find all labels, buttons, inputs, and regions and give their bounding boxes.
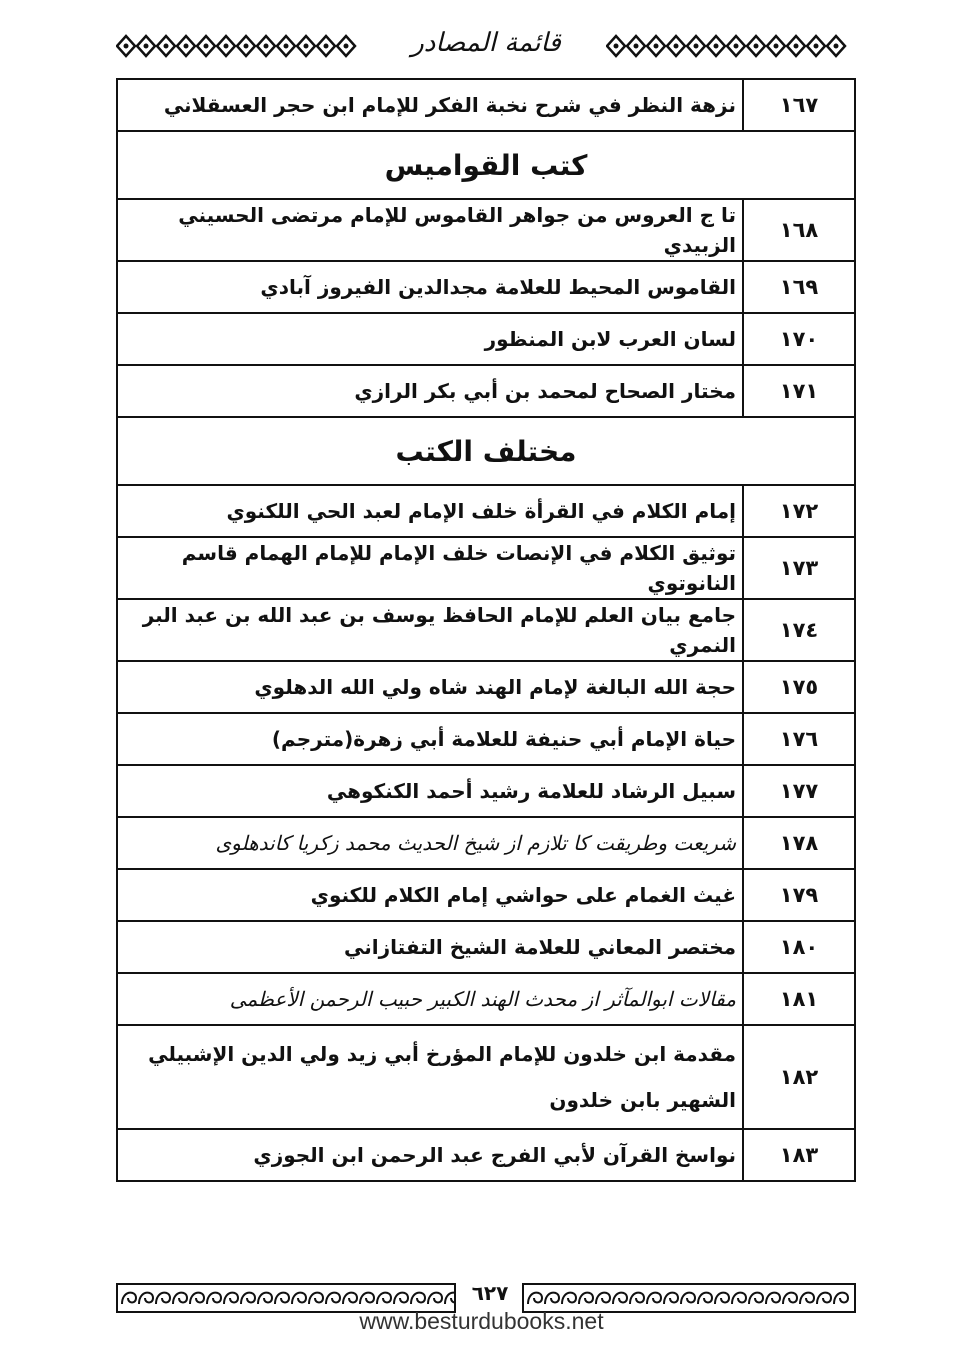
table-row — [117, 199, 855, 261]
entry-number: ١٧٦ — [743, 713, 855, 765]
entry-title: نواسخ القرآن لأبي الفرج عبد الرحمن ابن الجوزي — [117, 1129, 743, 1181]
entry-title: سبيل الرشاد للعلامة رشيد أحمد الكنكوهي — [117, 765, 743, 817]
table-row — [117, 599, 855, 661]
entry-title: مختار الصحاح لمحمد بن أبي بكر الرازي — [117, 365, 743, 417]
entry-number: ١٧٥ — [743, 661, 855, 713]
references-table — [116, 78, 856, 1182]
entry-number: ١٧٨ — [743, 817, 855, 869]
entry-title: إمام الكلام في القرأة خلف الإمام لعبد الحي اللكنوي — [117, 485, 743, 537]
page-footer — [116, 1283, 856, 1311]
table-row — [117, 1025, 855, 1129]
table-row — [117, 1129, 855, 1181]
website-link[interactable]: www.besturdubooks.net — [359, 1308, 604, 1334]
table-row — [117, 365, 855, 417]
entry-title: مختصر المعاني للعلامة الشيخ التفتازاني — [117, 921, 743, 973]
table-row — [117, 313, 855, 365]
entry-number: ١٦٧ — [743, 79, 855, 131]
entry-number: ١٧٩ — [743, 869, 855, 921]
page-title: قائمة المصادر — [411, 28, 561, 58]
entry-title: حجة الله البالغة لإمام الهند شاه ولي الله الدهلوي — [117, 661, 743, 713]
page-header — [116, 26, 856, 66]
ornament-border-left — [116, 32, 366, 60]
ornament-border-right — [606, 32, 856, 60]
table-row — [117, 261, 855, 313]
entry-number: ١٨١ — [743, 973, 855, 1025]
table-row — [117, 765, 855, 817]
section-heading-row — [117, 131, 855, 199]
entry-title: مقالات ابوالمآثر از محدث الهند الکبیر حبیب الرحمن الأعظمی — [117, 973, 743, 1025]
entry-number: ١٨٢ — [743, 1025, 855, 1129]
table-row — [117, 817, 855, 869]
table-row — [117, 661, 855, 713]
section-heading-row — [117, 417, 855, 485]
table-row — [117, 537, 855, 599]
entry-title: تا ج العروس من جواهر القاموس للإمام مرتضى الحسيني الزبيدي — [117, 199, 743, 261]
entry-title: حياة الإمام أبي حنيفة للعلامة أبي زهرة(مترجم) — [117, 713, 743, 765]
entry-number: ١٧١ — [743, 365, 855, 417]
entry-title: جامع بيان العلم للإمام الحافظ يوسف بن عبد الله بن عبد البر النمري — [117, 599, 743, 661]
entry-number: ١٦٨ — [743, 199, 855, 261]
entry-title: شریعت وطریقت کا تلازم از شیخ الحدیث محمد زکریا کاندھلوی — [117, 817, 743, 869]
table-row — [117, 713, 855, 765]
table-row — [117, 485, 855, 537]
table-row — [117, 973, 855, 1025]
entry-title: توثيق الكلام في الإنصات خلف الإمام للإمام الهمام قاسم النانوتوي — [117, 537, 743, 599]
table-row — [117, 921, 855, 973]
entry-number: ١٧٧ — [743, 765, 855, 817]
entry-title: لسان العرب لابن المنظور — [117, 313, 743, 365]
entry-title: القاموس المحيط للعلامة مجدالدين الفيروز آبادي — [117, 261, 743, 313]
entry-number: ١٧٣ — [743, 537, 855, 599]
entry-number: ١٧٠ — [743, 313, 855, 365]
entry-title: غيث الغمام على حواشي إمام الكلام للكنوي — [117, 869, 743, 921]
entry-number: ١٦٩ — [743, 261, 855, 313]
section-heading: مختلف الكتب — [117, 417, 855, 485]
entry-title: نزهة النظر في شرح نخبة الفكر للإمام ابن حجر العسقلاني — [117, 79, 743, 131]
table-row — [117, 869, 855, 921]
page-number: ٦٢٧ — [471, 1281, 509, 1305]
section-heading: كتب القواميس — [117, 131, 855, 199]
entry-number: ١٨٣ — [743, 1129, 855, 1181]
entry-title: مقدمة ابن خلدون للإمام المؤرخ أبي زيد ولي الدين الإشبيلي الشهير بابن خلدون — [117, 1025, 743, 1129]
entry-number: ١٧٤ — [743, 599, 855, 661]
entry-number: ١٨٠ — [743, 921, 855, 973]
entry-number: ١٧٢ — [743, 485, 855, 537]
table-row — [117, 79, 855, 131]
